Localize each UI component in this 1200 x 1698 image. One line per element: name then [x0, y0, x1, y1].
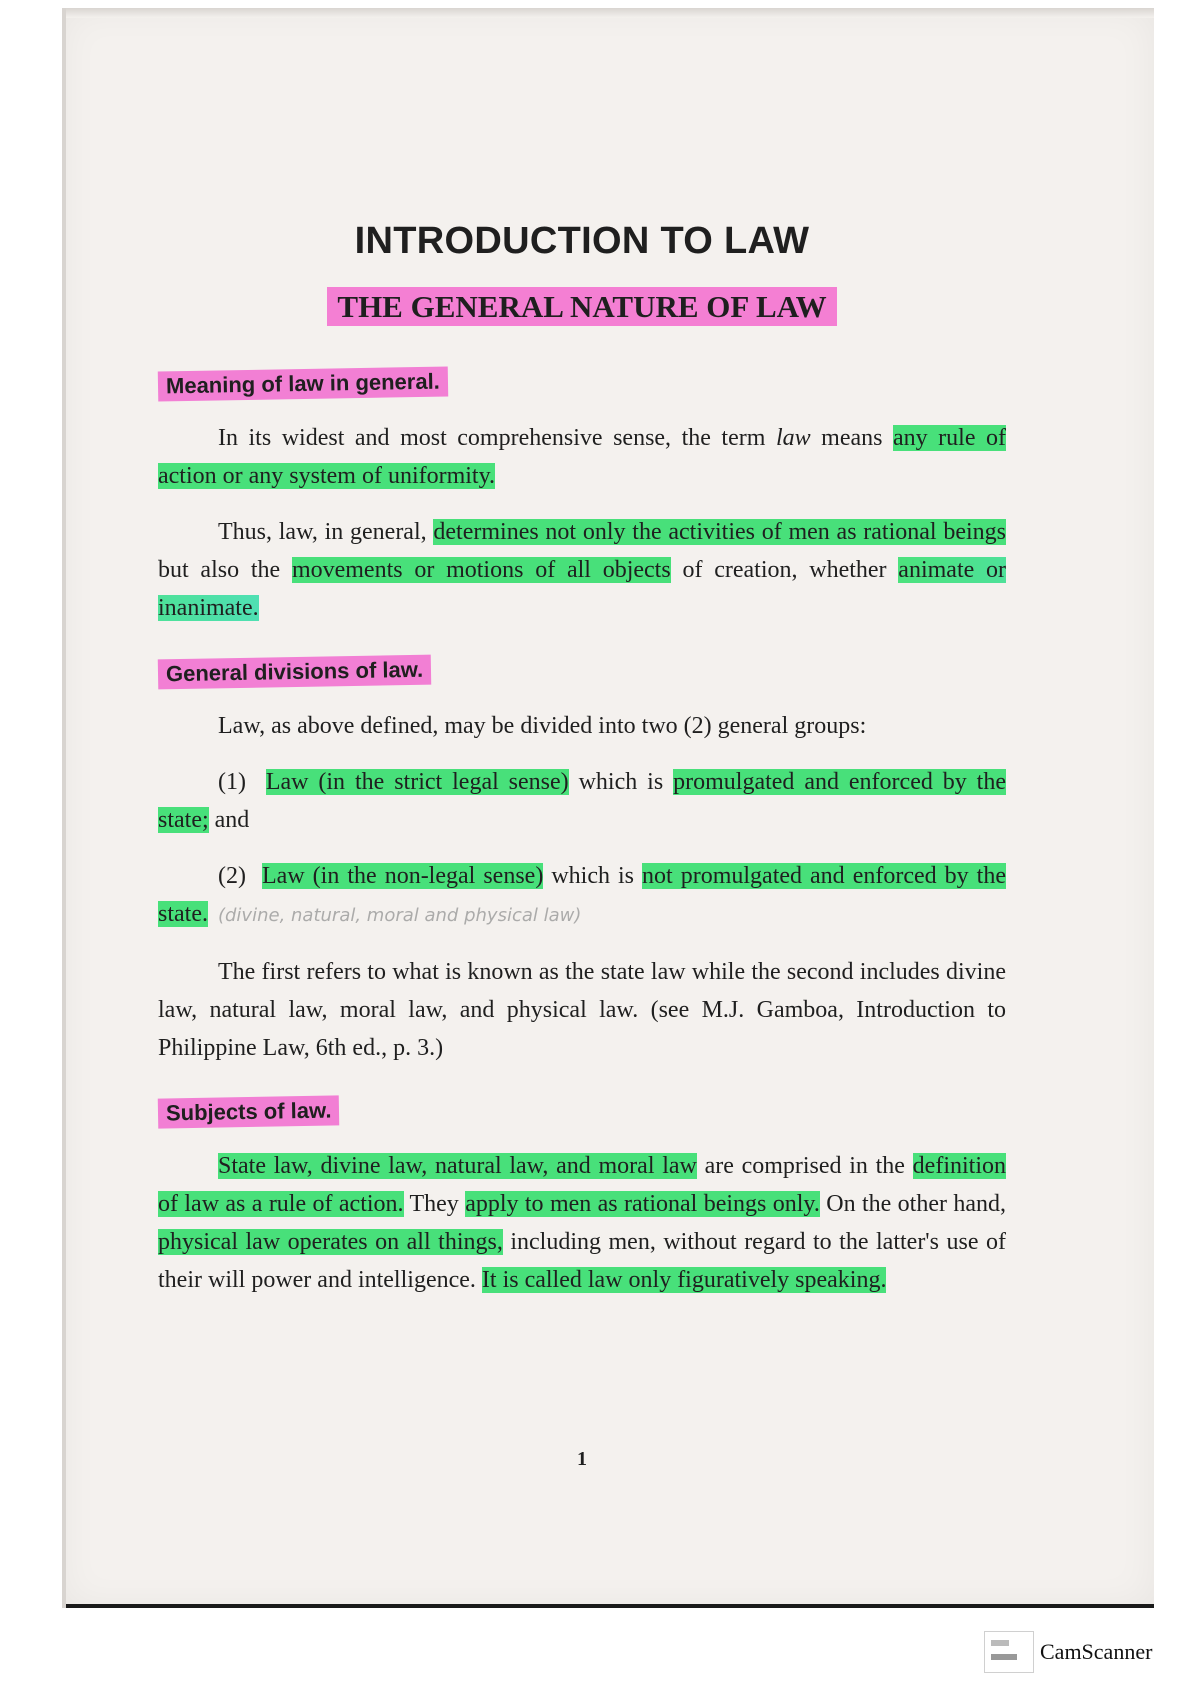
heading-divisions: General divisions of law. [158, 655, 432, 690]
paragraph-subjects [158, 1147, 1006, 1299]
section-title [158, 289, 1006, 325]
highlight: Law (in the non-legal sense) [262, 863, 544, 889]
text-run: and [208, 807, 250, 833]
highlight: animate or inanimate. [158, 557, 1007, 621]
list-number: (2) [218, 863, 246, 889]
heading-meaning: Meaning of law in general. [158, 366, 448, 401]
highlight: physical law operates on all things, [158, 1229, 503, 1255]
text-run: In its widest and most comprehensive sense, the term [218, 425, 776, 451]
highlight: Law (in the strict legal sense) [265, 769, 569, 795]
text-run: means [810, 425, 893, 451]
text-run: of creation, whether [670, 557, 899, 583]
section-meaning [158, 369, 1006, 627]
highlight: not promulgated and enforced by the state. [158, 863, 1006, 927]
scan-top-edge [62, 8, 1154, 18]
highlight: It is called law only figuratively speaking. [481, 1267, 887, 1293]
section-subjects [158, 1097, 1006, 1299]
highlight: any rule of action or any system of uniformity. [158, 425, 1007, 489]
text-run: which is [568, 769, 674, 795]
paragraph-meaning-1 [158, 419, 1006, 495]
highlight: State law, divine law, natural law, and moral law [218, 1153, 697, 1179]
highlight: definition of law as a rule of action. [158, 1153, 1006, 1217]
paragraph-divisions-1: Law, as above defined, may be divided into two (2) general groups: [218, 713, 867, 739]
list-number: (1) [218, 769, 246, 795]
section-title-text: THE GENERAL NATURE OF LAW [327, 287, 836, 326]
highlight: promulgated and enforced by the state; [158, 769, 1007, 833]
page-number: 1 [577, 1448, 587, 1470]
highlight: apply to men as rational beings only. [465, 1191, 820, 1217]
heading-subjects: Subjects of law. [158, 1095, 340, 1128]
text-run: Thus, law, in general, [218, 519, 434, 545]
text-run: On the other hand, [819, 1191, 1007, 1217]
text-run: are comprised in the [696, 1153, 913, 1179]
camscanner-watermark [984, 1632, 1152, 1672]
text-run: but also the [158, 557, 292, 583]
document-body [158, 220, 1007, 1470]
highlight: determines not only the activities of men as rational beings [433, 519, 1006, 545]
scan-left-edge [62, 8, 66, 1608]
pencil-annotation: (divine, natural, moral and physical law) [217, 905, 582, 926]
camscanner-text: CamScanner [1040, 1639, 1153, 1664]
list-item-2 [158, 857, 1006, 935]
text-run: including men, without regard to the latter's use of their will power and intelligence. [158, 1229, 1006, 1293]
section-divisions [158, 657, 1006, 1067]
list-item-1 [158, 763, 1006, 839]
paragraph-divisions-2: The first refers to what is known as the state law while the second includes divine law, natural law, moral law, and physical law. (see M.J. Gamboa, Introduction to Philippine Law, 6th ed., p. 3.) [158, 959, 1006, 1061]
italic-term: law [775, 425, 811, 451]
paragraph-meaning-2 [158, 513, 1006, 627]
text-run: They [403, 1191, 466, 1217]
main-title: INTRODUCTION TO LAW [354, 220, 810, 262]
camscanner-logo-icon [984, 1631, 1034, 1673]
text-run: which is [543, 863, 643, 889]
highlight: movements or motions of all objects [291, 557, 671, 583]
